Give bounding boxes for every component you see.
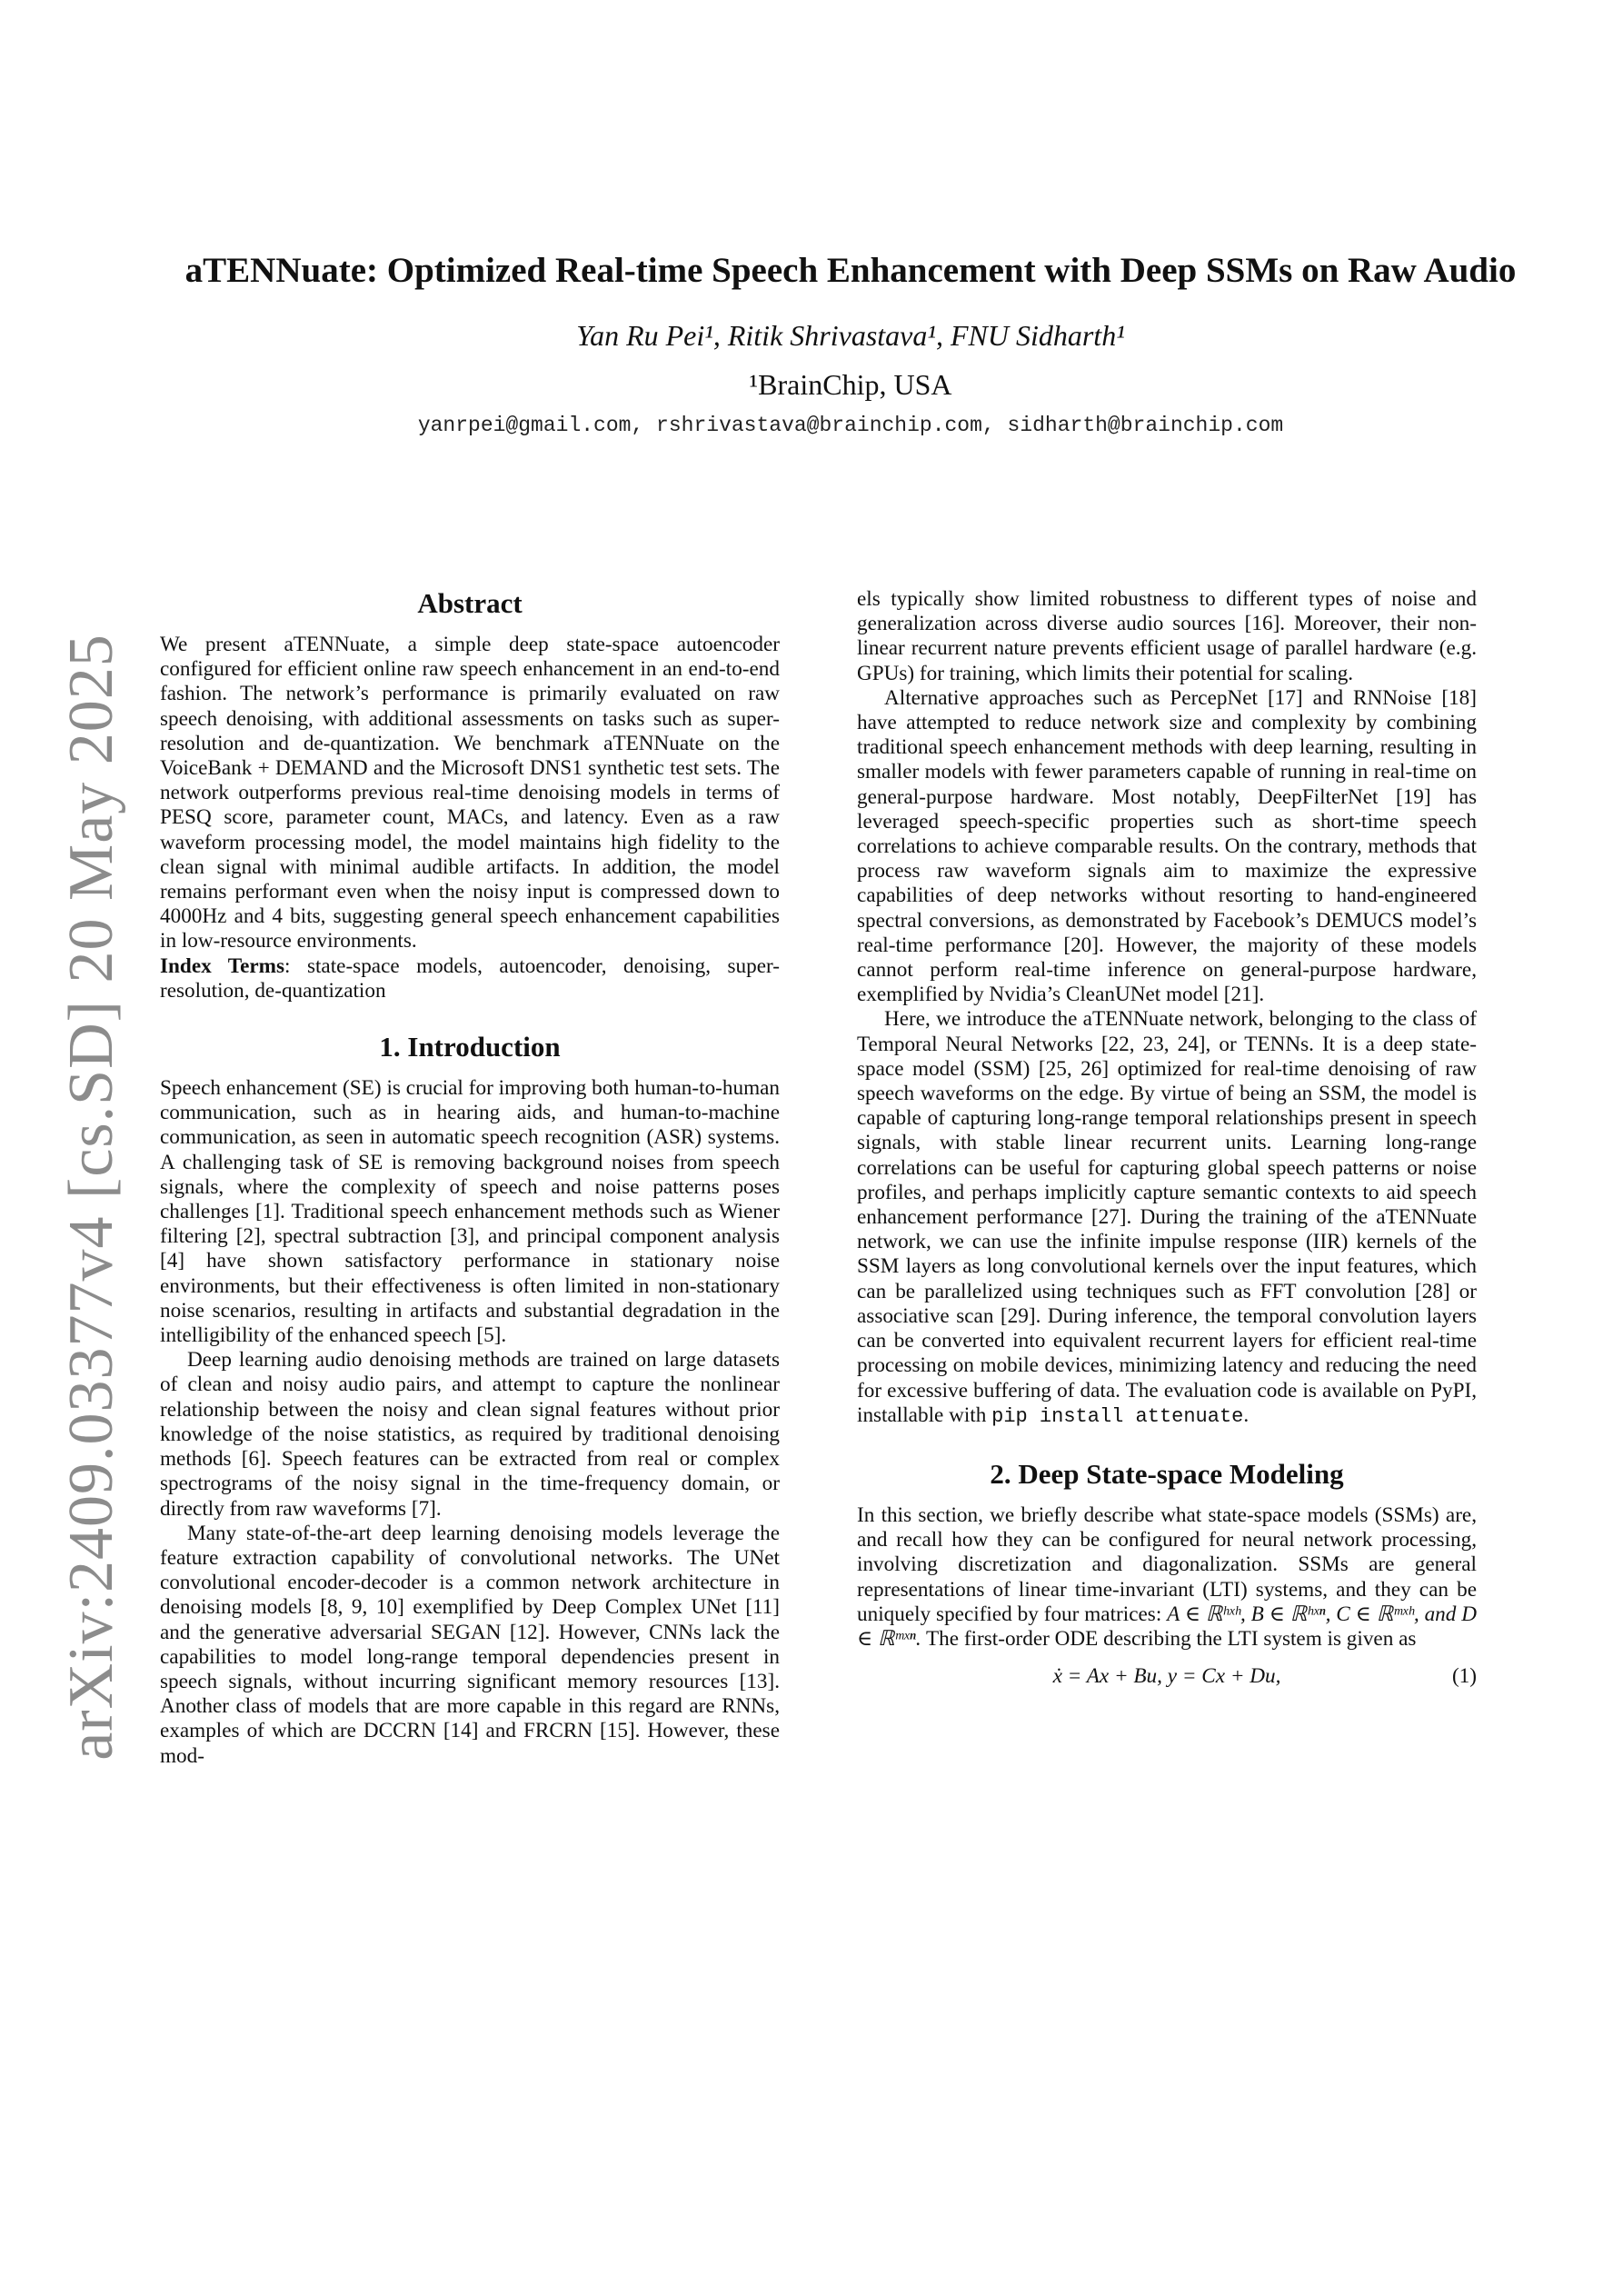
install-command: pip install attenuate xyxy=(991,1404,1244,1428)
intro-paragraph-5-end: . xyxy=(1243,1403,1250,1427)
ssm-paragraph-1-end: The first-order ODE describing the LTI system is given as xyxy=(921,1626,1417,1651)
index-terms xyxy=(160,954,780,1003)
intro-paragraph-1: Speech enhancement (SE) is crucial for improving both human-to-human communication, such as in hearing aids, and human-to-machine communication, as seen in automatic speech recognition (ASR) systems. A challenging task of SE is removing background noises from speech signals, where the complexity of speech and noise patterns poses challenges [1]. Traditional speech enhancement methods such as Wiener filtering [2], spectral subtraction [3], and principal component analysis [4] have shown satisfactory performance in stationary noise environments, but their effectiveness is often limited in non-stationary noise scenarios, resulting in artifacts and substantial degradation in the intelligibility of the enhanced speech [5]. xyxy=(160,1076,780,1348)
matrix-definitions: A ∈ ℝʰˣʰ, B ∈ ℝʰˣⁿ, C ∈ ℝᵐˣʰ, and D ∈ ℝᵐˣⁿ. xyxy=(857,1602,1478,1651)
index-terms-label: Index Terms xyxy=(160,953,285,978)
index-terms-list: : state-space models, autoencoder, denoising, super-resolution, de-quantization xyxy=(160,953,780,1003)
ssm-paragraph-1-text: In this section, we briefly describe what state-space models (SSMs) are, and recall how they can be configured for neural network processing, involving discretization and diagonalization. SSMs are general representations of linear time-invariant (LTI) systems, and they can be uniquely specified by four matrices: xyxy=(857,1502,1477,1626)
equation-1 xyxy=(857,1664,1477,1701)
intro-paragraph-5-text: Here, we introduce the aTENNuate network, belonging to the class of Temporal Neural Networks [22, 23, 24], or TENNs. It is a deep state-space model (SSM) [25, 26] optimized for real-time denoising of raw speech waveforms on the edge. By virtue of being an SSM, the model is capable of capturing long-range temporal relationships present in speech signals, with stable linear recurrent units. Learning long-range correlations can be useful for capturing global speech patterns or noise profiles, and perhaps implicitly capture semantic contexts to aid speech enhancement performance [27]. During the training of the aTENNuate network, we can use the infinite impulse response (IIR) kernels of the SSM layers as long convolutional kernels over the input features, which can be parallelized using techniques such as FFT convolution [28] or associative scan [29]. During inference, the temporal convolution layers can be converted into equivalent recurrent layers for efficient real-time processing on mobile devices, minimizing latency and reducing the need for excessive buffering of data. The evaluation code is available on PyPI, installable with xyxy=(857,1007,1477,1427)
paper-header xyxy=(160,247,1541,439)
affiliation: ¹BrainChip, USA xyxy=(749,368,952,401)
equation-body: ẋ = Ax + Bu, y = Cx + Du, xyxy=(1052,1664,1281,1689)
intro-paragraph-5 xyxy=(857,1007,1477,1428)
equation-number: (1) xyxy=(1451,1664,1477,1689)
intro-paragraph-4: Alternative approaches such as PercepNet [17] and RNNoise [18] have attempted to reduce network size and complexity by combining traditional speech enhancement methods with deep learning, resulting in smaller models with fewer parameters capable of running in real-time on general-purpose hardware. Most notably, DeepFilterNet [19] has leveraged speech-specific properties such as short-time speech correlations to achieve comparable results. On the contrary, methods that process raw waveform signals aim to maximize the expressive capabilities of deep networks without resorting to hand-engineered spectral conversions, as demonstrated by Facebook’s DEMUCS model’s real-time performance [20]. However, the majority of these models cannot perform real-time inference on general-purpose hardware, exemplified by Nvidia’s CleanUNet model [21]. xyxy=(857,685,1477,1007)
introduction-heading: 1. Introduction xyxy=(379,1031,561,1063)
arxiv-id-text: arXiv:2409.03377v4 [cs.SD] 20 May 2025 xyxy=(56,634,126,1761)
author-list: Yan Ru Pei¹, Ritik Shrivastava¹, FNU Sidharth¹ xyxy=(576,319,1125,352)
arxiv-identifier-stamp xyxy=(33,634,151,1761)
abstract-text: We present aTENNuate, a simple deep state-space autoencoder configured for efficient online raw speech enhancement in an end-to-end fashion. The network’s performance is primarily evaluated on raw speech denoising, with additional assessments on tasks such as super-resolution and de-quantization. We benchmark aTENNuate on the VoiceBank + DEMAND and the Microsoft DNS1 synthetic test sets. The network outperforms previous real-time denoising models in terms of PESQ score, parameter count, MACs, and latency. Even as a raw waveform processing model, the model maintains high fidelity to the clean signal with minimal audible artifacts. In addition, the model remains performant even when the noisy input is compressed down to 4000Hz and 4 bits, suggesting general speech enhancement capabilities in low-resource environments. xyxy=(160,633,780,953)
intro-paragraph-2: Deep learning audio denoising methods are trained on large datasets of clean and noisy audio pairs, and attempt to capture the nonlinear relationship between the noisy and clean signal features without prior knowledge of the noise statistics, as required by traditional denoising methods [6]. Speech features can be extracted from real or complex spectrograms of the noisy signal in the time-frequency domain, or directly from raw waveforms [7]. xyxy=(160,1348,780,1521)
ssm-section-heading: 2. Deep State-space Modeling xyxy=(990,1457,1344,1490)
author-emails: yanrpei@gmail.com, rshrivastava@brainchip.com, sidharth@brainchip.com xyxy=(417,414,1284,437)
paper-title: aTENNuate: Optimized Real-time Speech Enhancement with Deep SSMs on Raw Audio xyxy=(184,251,1517,290)
intro-paragraph-3-continued: els typically show limited robustness to different types of noise and generalization across diverse audio sources [16]. Moreover, their non-linear recurrent nature prevents efficient usage of parallel hardware (e.g. GPUs) for training, which limits their potential for scaling. xyxy=(857,587,1477,685)
ssm-paragraph-1 xyxy=(857,1503,1477,1652)
left-column xyxy=(160,587,780,1769)
intro-paragraph-3: Many state-of-the-art deep learning denoising models leverage the feature extraction capability of convolutional networks. The UNet convolutional encoder-decoder is a common network architecture in denoising models [8, 9, 10] exemplified by Deep Complex UNet [11] and the generative adversarial SEGAN [12]. However, CNNs lack the capabilities to model long-range temporal dependencies present in speech signals, without incurring significant memory resources [13]. Another class of models that are more capable in this regard are RNNs, examples of which are DCCRN [14] and FRCRN [15]. However, these mod- xyxy=(160,1521,780,1768)
abstract-heading: Abstract xyxy=(417,587,523,619)
right-column xyxy=(857,587,1477,1701)
